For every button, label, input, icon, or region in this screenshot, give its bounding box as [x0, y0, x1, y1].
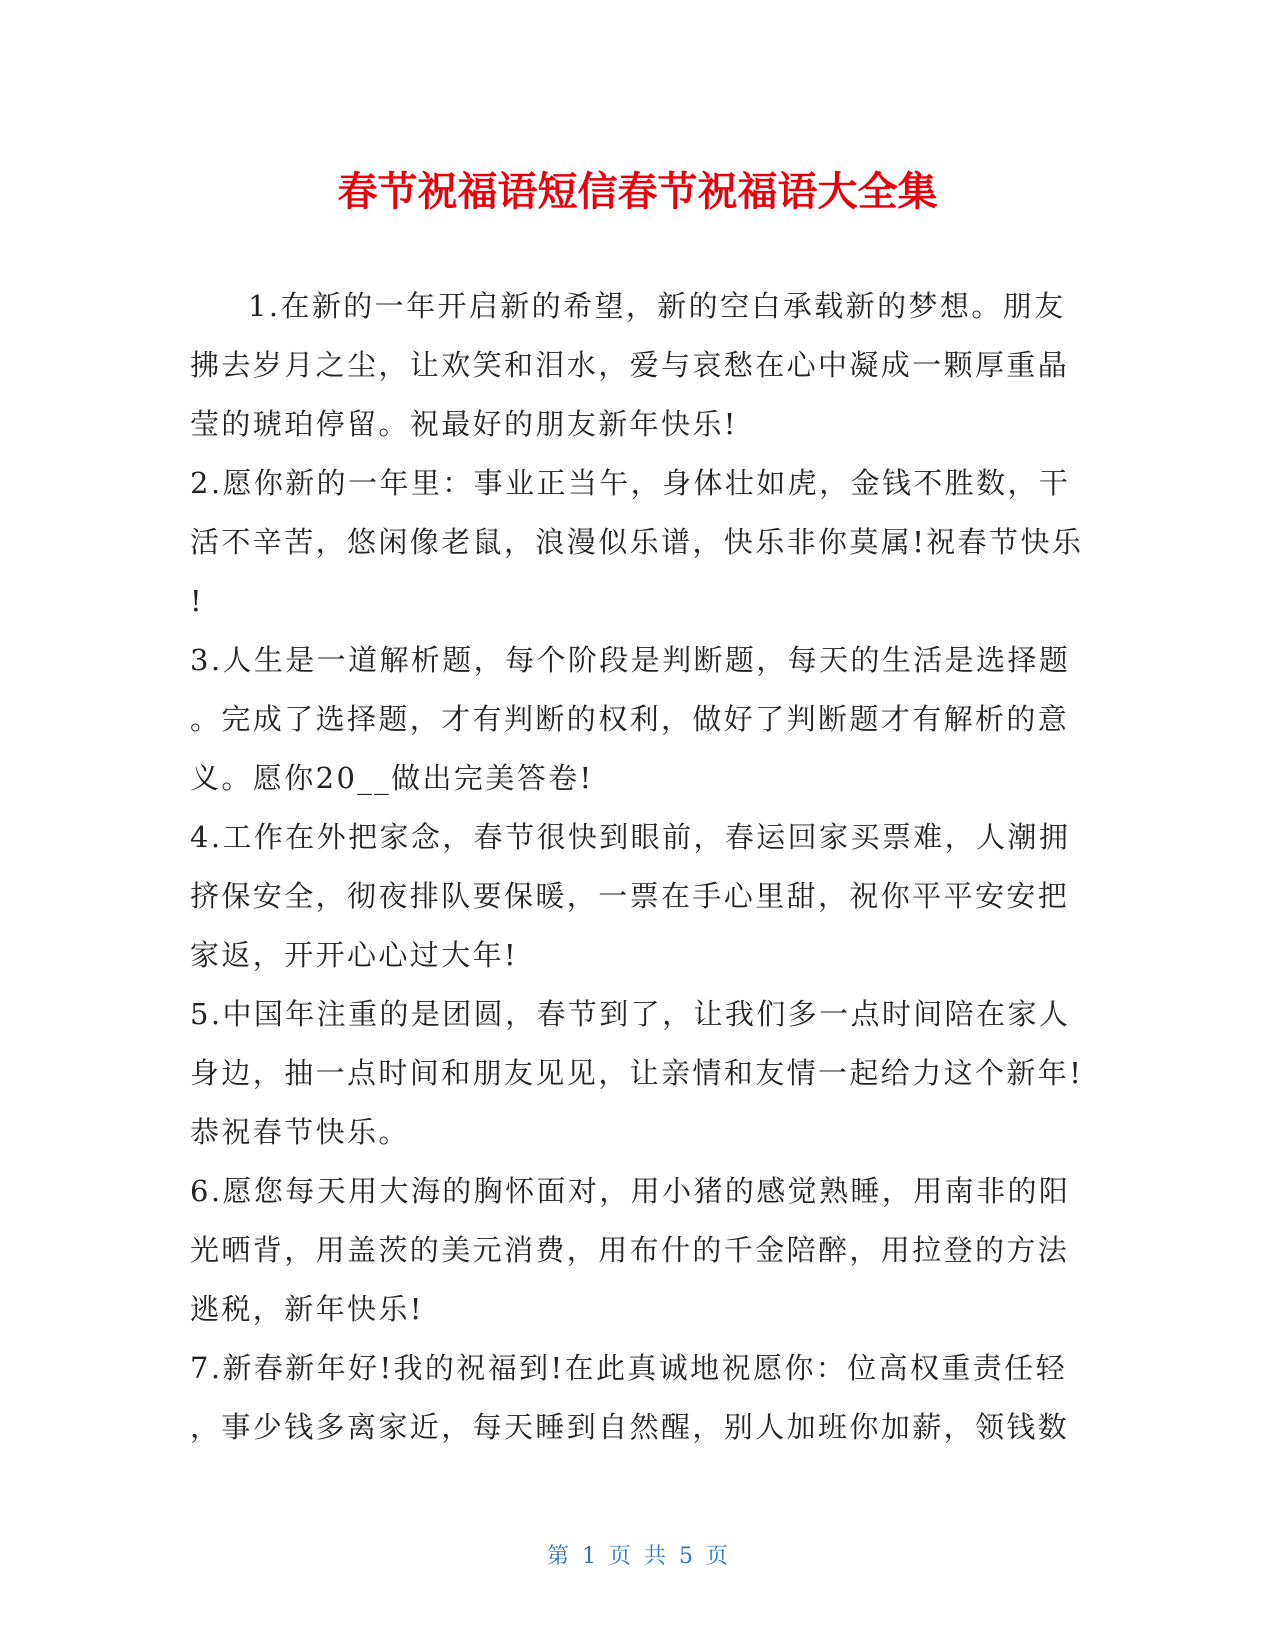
text-line: 7.新春新年好!我的祝福到!在此真诚地祝愿你：位高权重责任轻: [190, 1351, 1067, 1385]
text-line: 3.人生是一道解析题，每个阶段是判断题，每天的生活是选择题: [190, 643, 1071, 677]
text-line: 家返，开开心心过大年!: [190, 938, 519, 972]
text-line: 4.工作在外把家念，春节很快到眼前，春运回家买票难，人潮拥: [190, 820, 1071, 854]
page-number: 第 1 页 共 5 页: [547, 1544, 728, 1569]
text-line: 莹的琥珀停留。祝最好的朋友新年快乐!: [190, 407, 738, 441]
text-line: 活不辛苦，悠闲像老鼠，浪漫似乐谱，快乐非你莫属!祝春节快乐: [190, 525, 1084, 559]
text-line: 恭祝春节快乐。: [190, 1115, 410, 1149]
text-line: 义。愿你20__做出完美答卷!: [190, 761, 594, 795]
text-line: 5.中国年注重的是团圆，春节到了，让我们多一点时间陪在家人: [190, 997, 1071, 1031]
text-line: 挤保安全，彻夜排队要保暖，一票在手心里甜，祝你平平安安把: [190, 879, 1070, 913]
text-line: 拂去岁月之尘，让欢笑和泪水，爱与哀愁在心中凝成一颗厚重晶: [190, 348, 1070, 382]
text-line: 2.愿你新的一年里：事业正当午，身体壮如虎，金钱不胜数，干: [190, 466, 1071, 500]
text-line: 光晒背，用盖茨的美元消费，用布什的千金陪醉，用拉登的方法: [190, 1233, 1070, 1267]
page-title: 春节祝福语短信春节祝福语大全集: [337, 169, 938, 215]
text-line: 。完成了选择题，才有判断的权利，做好了判断题才有解析的意: [190, 702, 1070, 736]
text-line: !: [190, 584, 205, 618]
text-line: 逃税，新年快乐!: [190, 1292, 424, 1326]
text-line: 身边，抽一点时间和朋友见见，让亲情和友情一起给力这个新年!: [190, 1056, 1084, 1090]
text-line: 1.在新的一年开启新的希望，新的空白承载新的梦想。朋友: [248, 289, 1066, 323]
text-line: ，事少钱多离家近，每天睡到自然醒，别人加班你加薪，领钱数: [190, 1410, 1070, 1444]
text-line: 6.愿您每天用大海的胸怀面对，用小猪的感觉熟睡，用南非的阳: [190, 1174, 1071, 1208]
